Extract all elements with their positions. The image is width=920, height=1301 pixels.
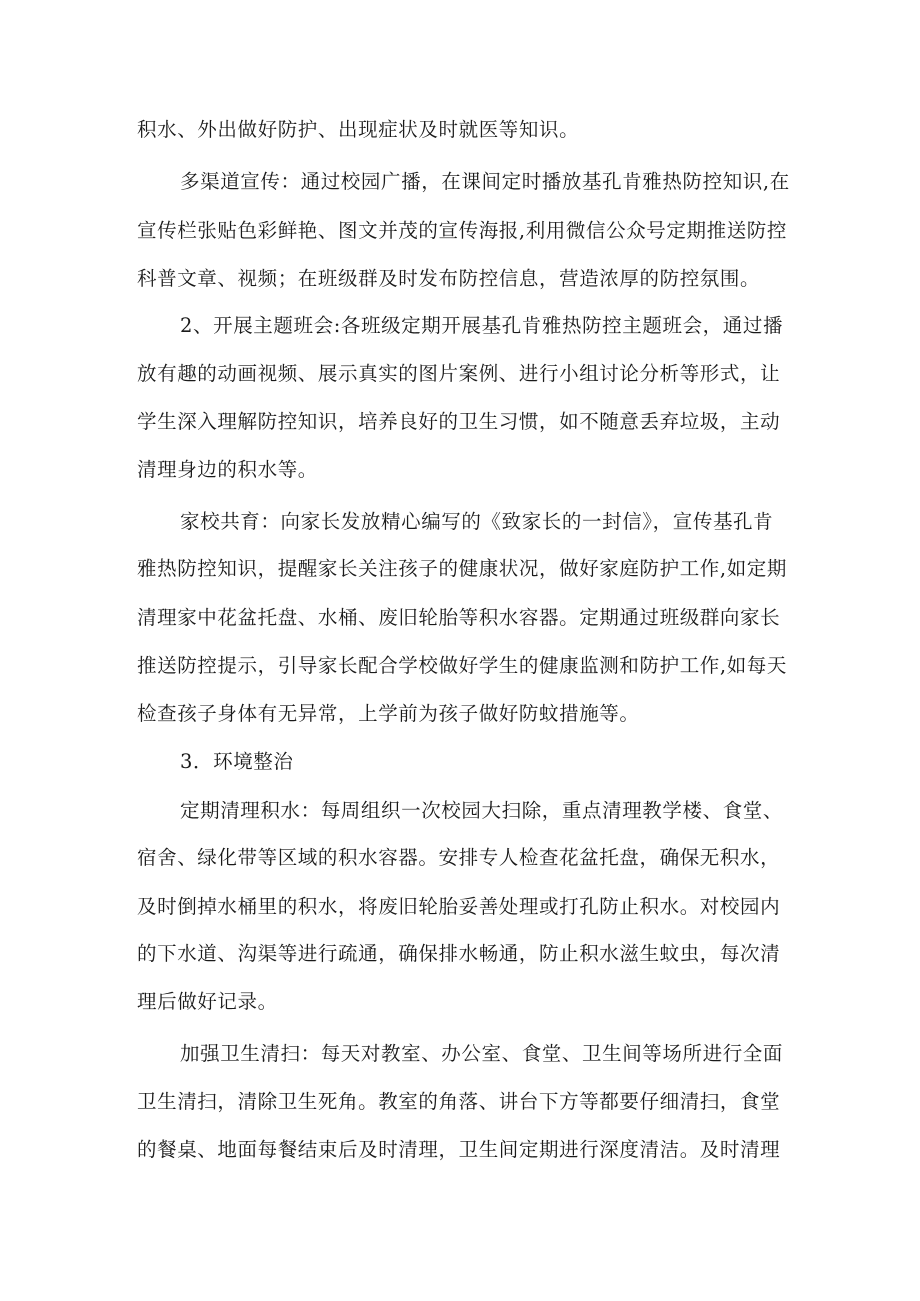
text-line: 理后做好记录。 — [137, 990, 278, 1013]
text-line: 宣传栏张贴色彩鲜艳、图文并茂的宣传海报,利用微信公众号定期推送防控 — [137, 219, 787, 242]
paragraph-first-line: 家校共育：向家长发放精心编写的《致家长的一封信》，宣传基孔肯 — [180, 510, 774, 533]
text-line: 放有趣的动画视频、展示真实的图片案例、进行小组讨论分析等形式，让 — [137, 362, 781, 385]
text-line: 卫生清扫，清除卫生死角。教室的角落、讲台下方等都要仔细清扫，食堂 — [137, 1090, 781, 1113]
text-line: 清理家中花盆托盘、水桶、废旧轮胎等积水容器。定期通过班级群向家长 — [137, 606, 781, 629]
text-line: 的下水道、沟渠等进行疏通，确保排水畅通，防止积水滋生蚊虫，每次清 — [137, 942, 781, 965]
text-line: 科普文章、视频；在班级群及时发布防控信息，营造浓厚的防控氛围。 — [137, 267, 761, 290]
text-line: 推送防控提示，引导家长配合学校做好学生的健康监测和防护工作,如每天 — [137, 654, 787, 677]
paragraph-first-line: 加强卫生清扫：每天对教室、办公室、食堂、卫生间等场所进行全面 — [180, 1042, 784, 1065]
text-line: 积水、外出做好防护、出现症状及时就医等知识。 — [137, 118, 580, 141]
text-line: 清理身边的积水等。 — [137, 458, 318, 481]
paragraph-first-line: 多渠道宣传：通过校园广播，在课间定时播放基孔肯雅热防控知识,在 — [180, 170, 790, 193]
text-line: 及时倒掉水桶里的积水，将废旧轮胎妥善处理或打孔防止积水。对校园内 — [137, 895, 781, 918]
section-heading: 3．环境整治 — [180, 750, 294, 773]
text-line: 雅热防控知识，提醒家长关注孩子的健康状况，做好家庭防护工作,如定期 — [137, 557, 787, 580]
text-line: 检查孩子身体有无异常，上学前为孩子做好防蚊措施等。 — [137, 702, 640, 725]
text-line: 学生深入理解防控知识，培养良好的卫生习惯，如不随意丢弃垃圾，主动 — [137, 410, 781, 433]
text-line: 宿舍、绿化带等区域的积水容器。安排专人检查花盆托盘，确保无积水， — [137, 846, 781, 869]
paragraph-first-line: 定期清理积水：每周组织一次校园大扫除，重点清理教学楼、食堂、 — [180, 799, 784, 822]
text-line: 的餐桌、地面每餐结束后及时清理，卫生间定期进行深度清洁。及时清理 — [137, 1138, 781, 1161]
paragraph-first-line: 2、开展主题班会:各班级定期开展基孔肯雅热防控主题班会，通过播 — [180, 314, 784, 337]
